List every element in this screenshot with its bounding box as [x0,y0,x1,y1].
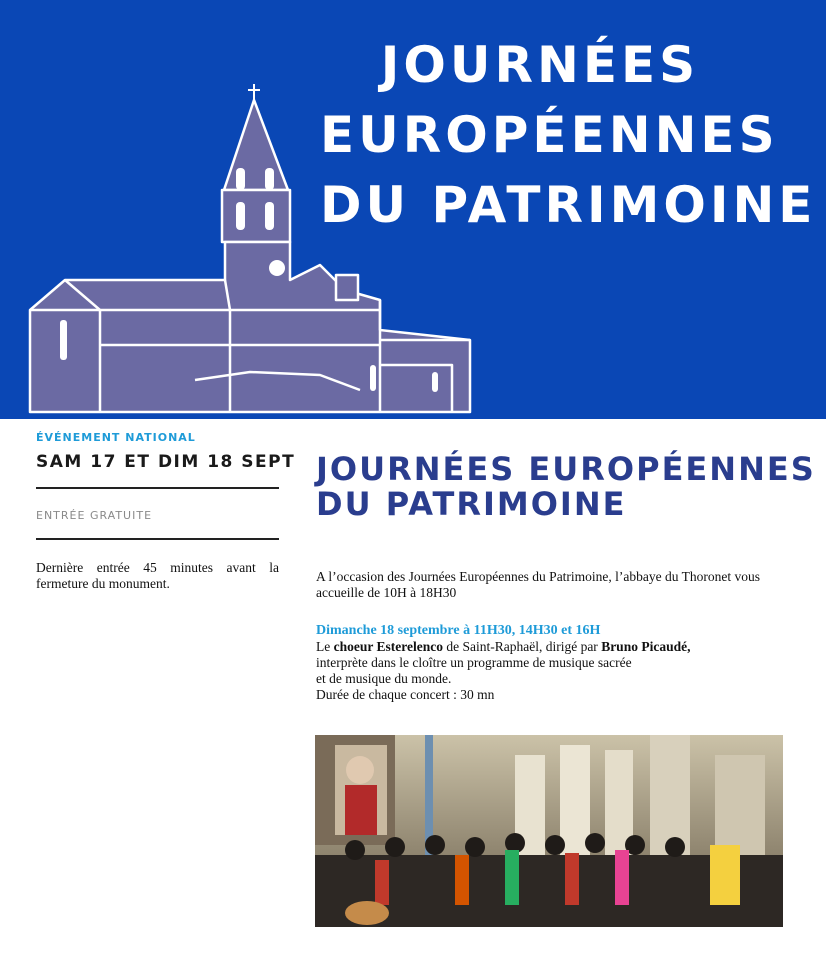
main-title [316,450,816,523]
concert-date: Dimanche 18 septembre à 11H30, 14H30 et 16H [316,623,601,638]
last-entry-note: Dernière entrée 45 minutes avant la fermeture du monument. [36,560,279,591]
main-content [316,450,816,703]
concert-line: interprète dans le cloître un programme de musique sacrée [316,655,632,670]
text-span: Le [316,639,334,654]
banner-title [320,30,817,240]
text-span: de Saint-Raphaël, dirigé par [442,639,602,654]
main-title-line: DU PATRIMOINE [316,485,627,523]
concert-line: et de musique du monde. [316,671,452,686]
choir-photo [315,735,783,927]
event-dates: SAM 17 ET DIM 18 SEPT [36,452,296,472]
choir-name: choeur Esterelenco [333,639,443,654]
event-kicker: ÉVÉNEMENT NATIONAL [36,431,196,444]
concert-line [316,639,786,655]
concert-description [316,639,786,703]
concert-duration: Durée de chaque concert : 30 mn [316,687,495,702]
entry-fee-label: ENTRÉE GRATUITE [36,509,153,522]
main-title-line: JOURNÉES EUROPÉENNES [316,450,816,488]
header-banner [0,0,826,419]
divider [36,487,279,489]
info-sidebar [36,431,296,592]
banner-title-line: DU PATRIMOINE [320,176,817,234]
banner-title-line: EUROPÉENNES [320,106,779,164]
banner-title-line: JOURNÉES [380,36,700,94]
intro-paragraph: A l’occasion des Journées Européennes du Patrimoine, l’abbaye du Thoronet vous accueille de 10H à 18H30 [316,569,761,600]
conductor-name: Bruno Picaudé, [601,639,691,654]
divider [36,538,279,540]
